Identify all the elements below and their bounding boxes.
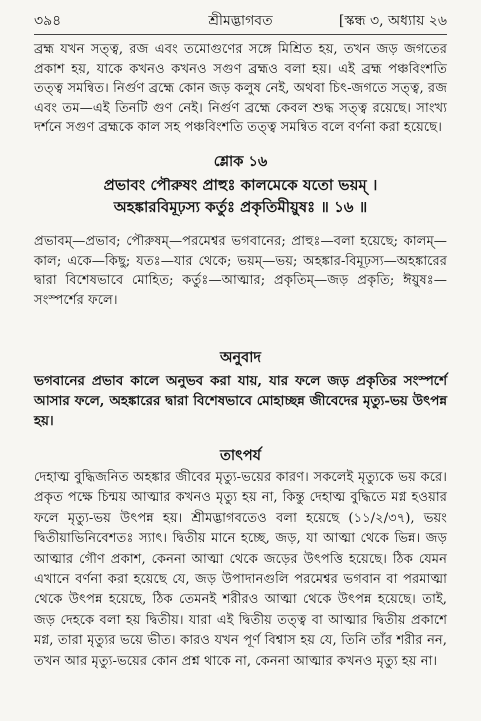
- page-number: ৩৯৪: [34, 13, 62, 29]
- sanskrit-verse: [34, 174, 447, 218]
- translation-heading: অনুবাদ: [219, 349, 262, 366]
- intro-paragraph-block: [34, 40, 447, 138]
- purport-text: দেহাত্ম বুদ্ধিজনিত অহঙ্কার জীবের মৃত্যু-ভয়ের কারণ। সকলেই মৃত্যুকে ভয় করে। প্রকৃত পক্ষে চিন্ময় আত্মার কখনও মৃত্যু হয় না, কিন্তু দেহাত্ম বুদ্ধিতে মগ্ন হওয়ার ফলে মৃত্যু-ভয় উৎপন্ন হয়। শ্রীমদ্ভাগবতেও বলা হয়েছে (১১/২/৩৭), ভয়ং দ্বিতীয়াভিনিবেশতঃ স্যাৎ। দ্বিতীয় মানে হচ্ছে, জড়, যা আত্মা থেকে ভিন্ন। জড় আত্মার গৌণ প্রকাশ, কেননা আত্মা থেকে জড়ের উৎপত্তি হয়েছে। ঠিক যেমন এখানে বর্ণনা করা হয়েছে যে, জড় উপাদানগুলি পরমেশ্বর ভগবান বা পরমাত্মা থেকে উৎপন্ন হয়েছে, ঠিক তেমনই শরীরও আত্মা থেকে উৎপন্ন হয়েছে। তাই, জড় দেহকে বলা হয় দ্বিতীয়। যারা এই দ্বিতীয় তত্ত্ব বা আত্মার দ্বিতীয় প্রকাশে মগ্ন, তারা মৃত্যুর ভয়ে ভীত। কারও যখন পূর্ণ বিশ্বাস হয় যে, তিনি তাঁর শরীর নন, তখন আর মৃত্যু-ভয়ের কোন প্রশ্ন থাকে না, কেননা আত্মার কখনও মৃত্যু হয় না।: [34, 470, 447, 669]
- verse-line-1: প্রভাবং পৌরুষং প্রাহুঃ কালমেকে যতো ভয়ম্ ।: [103, 176, 378, 194]
- intro-paragraph: ব্রহ্ম যখন সত্ত্ব, রজ এবং তমোগুণের সঙ্গে মিশ্রিত হয়, তখন জড় জগতের প্রকাশ হয়, যাকে কখনও কখনও সগুণ ব্রহ্মও বলা হয়। এই ব্রহ্ম পঞ্চবিংশতি তত্ত্ব সমন্বিত। নির্গুণ ব্রহ্মে কোন জড় কলুষ নেই, অথবা চিৎ-জগতে সত্ত্ব, রজ এবং তম—এই তিনটি গুণ নেই। নির্গুণ ব্রহ্মে কেবল শুদ্ধ সত্ত্ব রয়েছে। সাংখ্য দর্শনে সগুণ ব্রহ্মকে কাল সহ পঞ্চবিংশতি তত্ত্ব সমন্বিত বলে বর্ণনা করা হয়েছে।: [34, 42, 447, 136]
- translation-block: [34, 371, 447, 431]
- page-header: [34, 10, 447, 32]
- verse-line-2: অহঙ্কারবিমূঢ়স্য কর্তুঃ প্রকৃতিমীয়ুষঃ ॥ ১৬ ॥: [113, 198, 368, 216]
- synonyms-text: প্রভাবম্—প্রভাব; পৌরুষম্—পরমেশ্বর ভগবানের; প্রাহুঃ—বলা হয়েছে; কালম্—কাল; একে—কিছু; যতঃ—যার থেকে; ভয়ম্—ভয়; অহঙ্কার-বিমূঢ়স্য—অহঙ্কারের দ্বারা বিশেষভাবে মোহিত; কর্তুঃ—আত্মার; প্রকৃতিম্—জড় প্রকৃতি; ঈয়ুষঃ—সংস্পর্শের ফলে।: [34, 234, 447, 308]
- purport-block: [34, 468, 447, 672]
- translation-text: ভগবানের প্রভাব কালে অনুভব করা যায়, যার ফলে জড় প্রকৃতির সংস্পর্শে আসার ফলে, অহঙ্কারের দ্বারা বিশেষভাবে মোহাচ্ছন্ন জীবেদের মৃত্যু-ভয় উৎপন্ন হয়।: [34, 373, 447, 429]
- synonyms-block: [34, 232, 447, 310]
- purport-heading: তাৎপর্য: [219, 447, 262, 464]
- chapter-reference: [স্কন্ধ ৩, অধ্যায় ২৬: [338, 13, 447, 29]
- header-divider: [34, 34, 447, 35]
- book-title: শ্রীমদ্ভাগবত: [208, 13, 273, 29]
- verse-heading: শ্লোক ১৬: [213, 153, 268, 170]
